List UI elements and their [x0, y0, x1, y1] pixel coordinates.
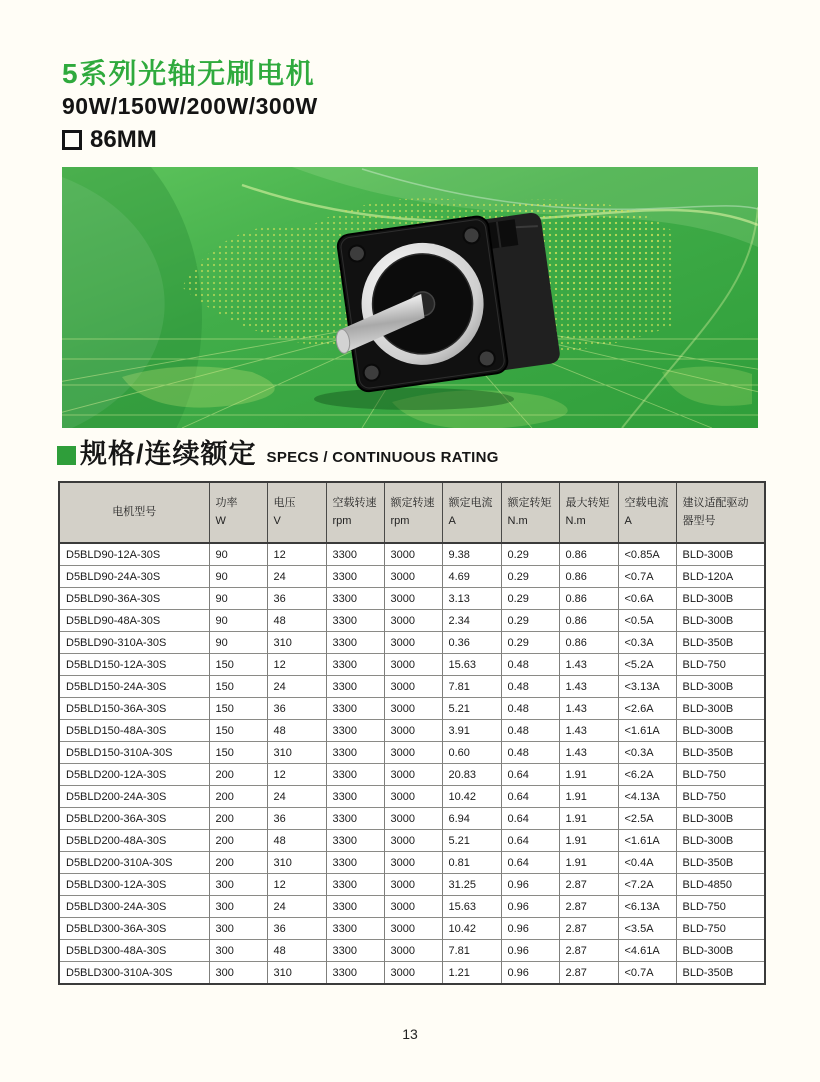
table-cell: <0.7A [618, 566, 676, 588]
table-cell: 0.96 [501, 874, 559, 896]
table-cell: <0.7A [618, 962, 676, 985]
table-cell: 3000 [384, 896, 442, 918]
table-cell: <2.6A [618, 698, 676, 720]
table-cell: BLD-300B [676, 720, 765, 742]
table-cell: 1.43 [559, 720, 618, 742]
table-row [59, 698, 765, 720]
frame-size-value: 86MM [90, 126, 157, 154]
table-cell: BLD-4850 [676, 874, 765, 896]
green-square-bullet [57, 446, 76, 465]
table-cell: 0.86 [559, 588, 618, 610]
table-cell: 7.81 [442, 940, 501, 962]
table-cell: 3000 [384, 720, 442, 742]
table-cell: 3000 [384, 566, 442, 588]
table-cell: 24 [267, 786, 326, 808]
table-cell: 48 [267, 610, 326, 632]
table-cell: D5BLD150-48A-30S [59, 720, 209, 742]
table-row [59, 588, 765, 610]
table-cell: 2.34 [442, 610, 501, 632]
table-cell: 3300 [326, 786, 384, 808]
table-cell: 3300 [326, 610, 384, 632]
table-cell: 3300 [326, 808, 384, 830]
table-cell: 3000 [384, 698, 442, 720]
table-cell: 3000 [384, 742, 442, 764]
table-cell: BLD-300B [676, 676, 765, 698]
table-cell: 150 [209, 720, 267, 742]
table-cell: 310 [267, 742, 326, 764]
table-cell: D5BLD200-310A-30S [59, 852, 209, 874]
table-cell: 90 [209, 566, 267, 588]
table-cell: 3300 [326, 566, 384, 588]
table-cell: 300 [209, 874, 267, 896]
table-cell: 3300 [326, 874, 384, 896]
table-cell: BLD-750 [676, 896, 765, 918]
table-cell: D5BLD300-310A-30S [59, 962, 209, 985]
table-row [59, 786, 765, 808]
column-header: 建议适配驱动器型号 [676, 482, 765, 543]
table-cell: D5BLD90-310A-30S [59, 632, 209, 654]
table-cell: 3300 [326, 543, 384, 566]
table-cell: 48 [267, 940, 326, 962]
header-row [59, 482, 765, 543]
table-cell: 1.91 [559, 764, 618, 786]
table-cell: 5.21 [442, 698, 501, 720]
table-cell: 200 [209, 852, 267, 874]
table-row [59, 808, 765, 830]
table-cell: 3000 [384, 632, 442, 654]
column-header: 额定转矩 N.m [501, 482, 559, 543]
table-cell: 10.42 [442, 918, 501, 940]
table-cell: 3000 [384, 852, 442, 874]
table-cell: 1.91 [559, 830, 618, 852]
table-cell: D5BLD150-24A-30S [59, 676, 209, 698]
table-cell: 48 [267, 830, 326, 852]
table-cell: 150 [209, 676, 267, 698]
table-cell: 0.96 [501, 918, 559, 940]
table-cell: 3000 [384, 610, 442, 632]
table-cell: 0.48 [501, 676, 559, 698]
table-cell: BLD-750 [676, 918, 765, 940]
table-cell: 2.87 [559, 918, 618, 940]
table-row [59, 830, 765, 852]
table-cell: 3000 [384, 676, 442, 698]
table-cell: BLD-300B [676, 698, 765, 720]
table-row [59, 543, 765, 566]
table-cell: <0.85A [618, 543, 676, 566]
table-cell: <3.5A [618, 918, 676, 940]
table-cell: 1.21 [442, 962, 501, 985]
table-cell: 9.38 [442, 543, 501, 566]
table-cell: 2.87 [559, 896, 618, 918]
table-cell: 1.43 [559, 676, 618, 698]
table-cell: 2.87 [559, 940, 618, 962]
table-cell: D5BLD200-48A-30S [59, 830, 209, 852]
table-cell: 2.87 [559, 962, 618, 985]
brushless-motor-photo [62, 167, 758, 428]
table-row [59, 632, 765, 654]
frame-size-line [62, 126, 318, 154]
table-cell: 3000 [384, 786, 442, 808]
table-cell: 150 [209, 742, 267, 764]
table-cell: D5BLD300-24A-30S [59, 896, 209, 918]
table-row [59, 896, 765, 918]
table-cell: 6.94 [442, 808, 501, 830]
table-cell: 200 [209, 786, 267, 808]
table-row [59, 764, 765, 786]
table-cell: 300 [209, 940, 267, 962]
table-cell: BLD-300B [676, 940, 765, 962]
table-cell: 0.96 [501, 940, 559, 962]
table-cell: 0.96 [501, 962, 559, 985]
table-cell: 90 [209, 543, 267, 566]
table-cell: 3300 [326, 676, 384, 698]
table-cell: 1.91 [559, 786, 618, 808]
table-cell: 0.48 [501, 742, 559, 764]
table-cell: 0.86 [559, 632, 618, 654]
column-header: 额定转速 rpm [384, 482, 442, 543]
table-cell: 24 [267, 676, 326, 698]
table-row [59, 940, 765, 962]
table-cell: 90 [209, 610, 267, 632]
table-cell: <4.13A [618, 786, 676, 808]
table-cell: 31.25 [442, 874, 501, 896]
table-cell: D5BLD300-48A-30S [59, 940, 209, 962]
table-cell: BLD-350B [676, 632, 765, 654]
table-cell: 7.81 [442, 676, 501, 698]
table-cell: 36 [267, 698, 326, 720]
table-cell: 10.42 [442, 786, 501, 808]
section-title-en: SPECS / CONTINUOUS RATING [266, 449, 499, 466]
table-cell: <0.6A [618, 588, 676, 610]
table-cell: 200 [209, 764, 267, 786]
table-row [59, 874, 765, 896]
title-block [62, 58, 318, 154]
table-cell: 3000 [384, 588, 442, 610]
table-cell: BLD-750 [676, 764, 765, 786]
table-cell: 3300 [326, 698, 384, 720]
table-cell: <4.61A [618, 940, 676, 962]
table-cell: <5.2A [618, 654, 676, 676]
table-cell: 3000 [384, 918, 442, 940]
table-cell: 3300 [326, 654, 384, 676]
table-cell: 3000 [384, 764, 442, 786]
table-cell: 3300 [326, 830, 384, 852]
table-cell: 0.64 [501, 852, 559, 874]
table-cell: D5BLD300-12A-30S [59, 874, 209, 896]
table-cell: 0.36 [442, 632, 501, 654]
table-cell: 0.29 [501, 543, 559, 566]
table-cell: 0.48 [501, 698, 559, 720]
table-cell: 200 [209, 830, 267, 852]
table-cell: 0.64 [501, 830, 559, 852]
table-cell: 0.29 [501, 610, 559, 632]
table-row [59, 962, 765, 985]
table-cell: 1.43 [559, 654, 618, 676]
table-cell: 0.48 [501, 720, 559, 742]
table-cell: 0.64 [501, 808, 559, 830]
table-cell: 200 [209, 808, 267, 830]
table-cell: 15.63 [442, 896, 501, 918]
table-cell: D5BLD200-24A-30S [59, 786, 209, 808]
table-cell: 0.48 [501, 654, 559, 676]
table-cell: BLD-350B [676, 852, 765, 874]
table-cell: 3300 [326, 632, 384, 654]
table-cell: 0.86 [559, 610, 618, 632]
table-cell: D5BLD300-36A-30S [59, 918, 209, 940]
table-cell: 48 [267, 720, 326, 742]
table-cell: <7.2A [618, 874, 676, 896]
table-cell: 3300 [326, 852, 384, 874]
table-cell: 300 [209, 896, 267, 918]
table-cell: BLD-300B [676, 588, 765, 610]
table-cell: 3000 [384, 543, 442, 566]
column-header: 电压 V [267, 482, 326, 543]
column-header: 最大转矩 N.m [559, 482, 618, 543]
column-header: 额定电流 A [442, 482, 501, 543]
table-cell: 4.69 [442, 566, 501, 588]
table-cell: 90 [209, 588, 267, 610]
table-row [59, 654, 765, 676]
table-cell: 3.91 [442, 720, 501, 742]
table-cell: <0.5A [618, 610, 676, 632]
table-cell: 0.64 [501, 786, 559, 808]
table-cell: 0.29 [501, 588, 559, 610]
table-cell: 20.83 [442, 764, 501, 786]
table-cell: D5BLD150-310A-30S [59, 742, 209, 764]
hero-banner [62, 167, 758, 428]
table-row [59, 720, 765, 742]
table-cell: 300 [209, 918, 267, 940]
table-cell: 36 [267, 918, 326, 940]
table-cell: D5BLD90-24A-30S [59, 566, 209, 588]
table-cell: 24 [267, 896, 326, 918]
table-cell: <0.4A [618, 852, 676, 874]
table-cell: 2.87 [559, 874, 618, 896]
table-cell: <2.5A [618, 808, 676, 830]
table-row [59, 676, 765, 698]
table-cell: BLD-750 [676, 786, 765, 808]
table-cell: 3000 [384, 808, 442, 830]
table-cell: 36 [267, 588, 326, 610]
table-cell: D5BLD150-36A-30S [59, 698, 209, 720]
table-row [59, 852, 765, 874]
table-cell: 12 [267, 874, 326, 896]
table-cell: 1.43 [559, 742, 618, 764]
square-frame-icon [62, 130, 82, 150]
table-row [59, 566, 765, 588]
table-cell: 3.13 [442, 588, 501, 610]
table-cell: 3300 [326, 918, 384, 940]
table-cell: 1.91 [559, 852, 618, 874]
column-header: 空载电流 A [618, 482, 676, 543]
table-cell: 12 [267, 654, 326, 676]
table-cell: 3300 [326, 742, 384, 764]
table-cell: 0.86 [559, 543, 618, 566]
section-heading [57, 441, 499, 468]
table-cell: 3000 [384, 874, 442, 896]
table-cell: 310 [267, 962, 326, 985]
table-cell: 1.91 [559, 808, 618, 830]
table-cell: 24 [267, 566, 326, 588]
table-cell: 3300 [326, 764, 384, 786]
section-title-cn: 规格/连续额定 [80, 439, 257, 469]
table-cell: <0.3A [618, 742, 676, 764]
table-cell: 0.60 [442, 742, 501, 764]
table-cell: <3.13A [618, 676, 676, 698]
table-cell: 12 [267, 764, 326, 786]
table-cell: 310 [267, 632, 326, 654]
table-cell: D5BLD200-36A-30S [59, 808, 209, 830]
table-cell: 3300 [326, 962, 384, 985]
power-subtitle: 90W/150W/200W/300W [62, 93, 318, 120]
table-cell: D5BLD90-36A-30S [59, 588, 209, 610]
table-row [59, 610, 765, 632]
table-cell: 300 [209, 962, 267, 985]
table-cell: BLD-300B [676, 808, 765, 830]
table-cell: 0.29 [501, 632, 559, 654]
table-cell: 5.21 [442, 830, 501, 852]
table-cell: 3000 [384, 830, 442, 852]
table-cell: D5BLD200-12A-30S [59, 764, 209, 786]
table-cell: D5BLD150-12A-30S [59, 654, 209, 676]
table-cell: BLD-350B [676, 962, 765, 985]
table-cell: 12 [267, 543, 326, 566]
page-number: 13 [402, 1026, 418, 1042]
table-cell: BLD-120A [676, 566, 765, 588]
table-cell: 3300 [326, 720, 384, 742]
table-cell: <6.2A [618, 764, 676, 786]
table-cell: 310 [267, 852, 326, 874]
table-cell: 3000 [384, 654, 442, 676]
column-header: 空载转速 rpm [326, 482, 384, 543]
table-cell: <1.61A [618, 830, 676, 852]
table-cell: BLD-300B [676, 610, 765, 632]
table-cell: 3000 [384, 940, 442, 962]
specs-table [58, 481, 766, 985]
table-cell: <6.13A [618, 896, 676, 918]
table-cell: 90 [209, 632, 267, 654]
table-row [59, 742, 765, 764]
table-cell: BLD-750 [676, 654, 765, 676]
table-cell: BLD-300B [676, 543, 765, 566]
table-cell: 0.29 [501, 566, 559, 588]
table-cell: 36 [267, 808, 326, 830]
table-cell: 3300 [326, 940, 384, 962]
table-cell: <0.3A [618, 632, 676, 654]
column-header: 电机型号 [59, 482, 209, 543]
table-row [59, 918, 765, 940]
table-cell: 0.86 [559, 566, 618, 588]
table-cell: 15.63 [442, 654, 501, 676]
column-header: 功率 W [209, 482, 267, 543]
specs-table-wrap [58, 481, 764, 985]
table-cell: 3300 [326, 896, 384, 918]
table-cell: D5BLD90-12A-30S [59, 543, 209, 566]
table-cell: 0.64 [501, 764, 559, 786]
table-cell: 1.43 [559, 698, 618, 720]
table-cell: 0.81 [442, 852, 501, 874]
table-cell: <1.61A [618, 720, 676, 742]
page-title: 5系列光轴无刷电机 [62, 58, 316, 89]
table-cell: 150 [209, 654, 267, 676]
table-cell: 0.96 [501, 896, 559, 918]
table-cell: 3300 [326, 588, 384, 610]
table-cell: BLD-350B [676, 742, 765, 764]
table-cell: BLD-300B [676, 830, 765, 852]
table-cell: 150 [209, 698, 267, 720]
table-cell: 3000 [384, 962, 442, 985]
table-cell: D5BLD90-48A-30S [59, 610, 209, 632]
